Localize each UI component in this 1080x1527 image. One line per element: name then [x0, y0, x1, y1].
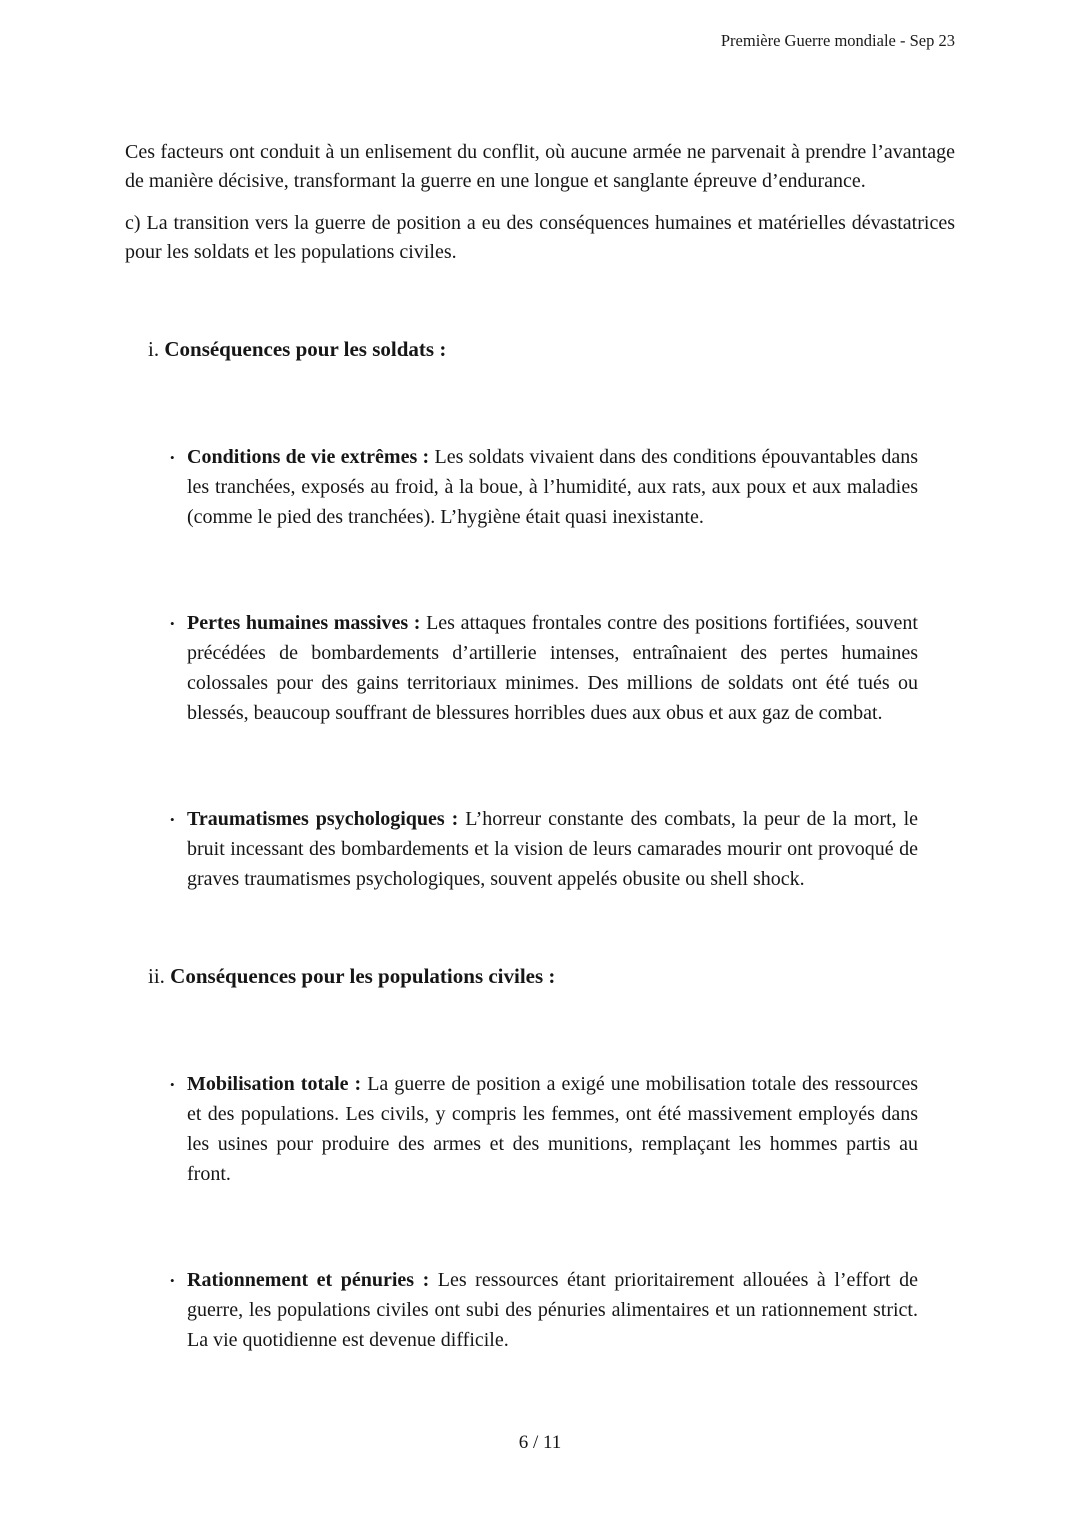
- paragraph-c: c) La transition vers la guerre de position a eu des conséquences humaines et matérielles dévastatrices pour les soldats et les populations civiles.: [125, 212, 955, 263]
- section-heading-civils: [148, 960, 955, 993]
- bullet-term: Rationnement et pénuries :: [187, 1269, 430, 1291]
- bullet-body: L’horreur constante des combats, la peur de la mort, le bruit incessant des bombardements et la vision de leurs camarades mourir ont provoqué de graves traumatismes psychologiques, souvent appelés obusite ou shell shock.: [187, 808, 918, 890]
- page-header: [125, 30, 955, 52]
- bullet-icon: •: [170, 616, 175, 631]
- section-numeral: ii.: [148, 964, 165, 988]
- bullet-body: Les attaques frontales contre des positions fortifiées, souvent précédées de bombardements d’artillerie intenses, entraînaient des pertes humaines colossales pour des gains territoriaux minimes. Des millions de soldats ont été tués ou blessés, beaucoup souffrant de blessures horribles dues aux obus et aux gaz de combat.: [187, 612, 918, 724]
- bullet-term: Conditions de vie extrêmes :: [187, 446, 430, 468]
- list-item: [170, 1265, 918, 1355]
- paragraph-intro: Ces facteurs ont conduit à un enlisement du conflit, où aucune armée ne parvenait à prendre l’avantage de manière décisive, transformant la guerre en une longue et sanglante épreuve d’endurance.: [125, 141, 955, 192]
- list-item: [170, 608, 918, 728]
- list-item: [170, 442, 918, 532]
- bullet-icon: •: [170, 812, 175, 827]
- bullet-text: [187, 608, 918, 728]
- bullet-text: [187, 442, 918, 532]
- list-item: [170, 804, 918, 894]
- section-title: Conséquences pour les populations civiles :: [170, 964, 556, 988]
- bullet-body: Les soldats vivaient dans des conditions épouvantables dans les tranchées, exposés au froid, à la boue, à l’humidité, aux rats, aux poux et aux maladies (comme le pied des tranchées). L’hygiène était quasi inexistante.: [187, 446, 919, 528]
- bullet-text: [187, 1069, 918, 1189]
- section-heading-soldats: [148, 333, 955, 366]
- page-number: 6 / 11: [518, 1432, 562, 1453]
- section-numeral: i.: [148, 337, 160, 361]
- bullet-body: La guerre de position a exigé une mobilisation totale des ressources et des populations. Les civils, y compris les femmes, ont été massivement employés dans les usines pour produire des armes et des munitions, remplaçant les hommes partis au front.: [187, 1073, 919, 1185]
- bullet-term: Pertes humaines massives :: [187, 612, 421, 634]
- bullet-icon: •: [170, 1273, 175, 1288]
- bullet-icon: •: [170, 1077, 175, 1092]
- section-title: Conséquences pour les soldats :: [164, 337, 447, 361]
- list-item: [170, 1069, 918, 1189]
- page-footer: [0, 1430, 1080, 1456]
- bullet-text: [187, 1265, 918, 1355]
- bullet-term: Mobilisation totale :: [187, 1073, 362, 1095]
- bullet-icon: •: [170, 450, 175, 465]
- header-title: Première Guerre mondiale - Sep 23: [720, 31, 955, 50]
- bullet-text: [187, 804, 918, 894]
- bullet-body: Les ressources étant prioritairement allouées à l’effort de guerre, les populations civiles ont subi des pénuries alimentaires et un rationnement strict. La vie quotidienne est devenue difficile.: [187, 1269, 919, 1351]
- bullet-term: Traumatismes psychologiques :: [187, 808, 459, 830]
